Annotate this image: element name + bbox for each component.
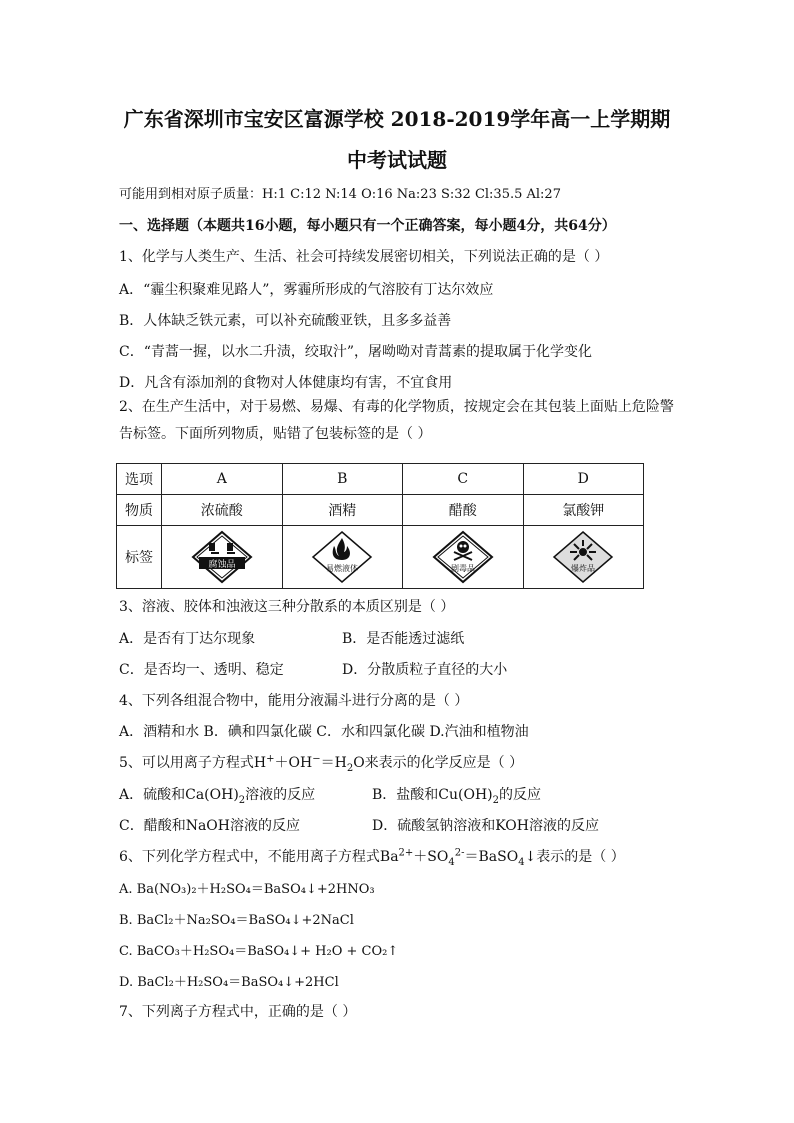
option-a: A [162, 464, 283, 495]
q1-option-d: D．凡含有添加剂的食物对人体健康均有害，不宜食用 [119, 375, 453, 391]
option-d: D [523, 464, 644, 495]
explosive-label-text: 爆炸品 [571, 564, 596, 573]
q5-a-pre: A．硫酸和Ca(OH) [119, 787, 239, 803]
q5-stem-post: O来表示的化学反应是（ ） [353, 755, 524, 771]
section1-heading: 一、选择题（本题共16小题，每小题只有一个正确答案，每小题4分，共64分） [119, 218, 616, 234]
atomic-masses: 可能用到相对原子质量：H:1 C:12 N:14 O:16 Na:23 S:32 Cl:35.5 Al:27 [119, 187, 561, 202]
q1-option-a: A．“霾尘积聚难见路人”，雾霾所形成的气溶胶有丁达尔效应 [119, 282, 494, 298]
q5-b-post: 的反应 [499, 787, 542, 803]
q1-option-c: C．“青蒿一握，以水二升渍，绞取汁”，屠呦呦对青蒿素的提取属于化学变化 [119, 344, 593, 360]
q3-option-d: D．分散质粒子直径的大小 [342, 662, 508, 678]
flammable-label-text: 易燃液体 [326, 564, 359, 573]
q6-stem-post: ＝BaSO [464, 849, 519, 865]
row-header-option: 选项 [117, 464, 162, 495]
q6-stem-end: ↓表示的是（ ） [524, 849, 625, 865]
q2-table [116, 463, 644, 589]
q7-stem: 7、下列离子方程式中，正确的是（ ） [119, 1004, 357, 1020]
q1-option-b: B．人体缺乏铁元素，可以补充硫酸亚铁，且多多益善 [119, 313, 452, 329]
q6-stem-mid: ＋SO [413, 849, 449, 865]
option-b: B [282, 464, 403, 495]
row-header-substance: 物质 [117, 495, 162, 526]
q3-option-b: B．是否能透过滤纸 [342, 631, 465, 647]
flammable-label-icon [311, 530, 373, 584]
q6-stem-pre: 6、下列化学方程式中，不能用离子方程式Ba [119, 849, 399, 865]
q1-stem: 1、化学与人类生产、生活、社会可持续发展密切相关，下列说法正确的是（ ） [119, 249, 609, 265]
q6-option-b: B. BaCl₂＋Na₂SO₄＝BaSO₄↓+2NaCl [119, 913, 354, 928]
substance-a: 浓硫酸 [162, 495, 283, 526]
substance-b: 酒精 [282, 495, 403, 526]
q6-option-c: C. BaCO₃＋H₂SO₄＝BaSO₄↓+ H₂O + CO₂↑ [119, 944, 399, 959]
q5-stem-mid: ＋OH [274, 755, 313, 771]
substance-c: 醋酸 [403, 495, 524, 526]
substance-d: 氯酸钾 [523, 495, 644, 526]
toxic-label-text: 剧毒品 [450, 564, 475, 573]
toxic-label-icon [432, 530, 494, 584]
q3-option-c: C．是否均一、透明、稳定 [119, 662, 284, 678]
corrosive-label-text: 腐蚀品 [208, 560, 236, 570]
q5-stem: 5、可以用离子方程式$H^++OH^-=H_2O$来表示的化学反应是（ ） [119, 753, 524, 774]
q5-option-a: A．硫酸和$Ca(OH)_2$溶液的反应 [119, 787, 316, 806]
page-subtitle: 中考试试题 [347, 148, 447, 172]
q6-stem: 6、下列化学方程式中，不能用离子方程式$Ba^{2+}+SO_4^{2-}=BaSO_4↓$表示的是（ ） [119, 847, 625, 868]
q5-stem-pre: 5、可以用离子方程式H [119, 755, 267, 771]
q4-options: A．酒精和水 B．碘和四氯化碳 C．水和四氯化碳 D.汽油和植物油 [119, 724, 529, 740]
q6-option-d: D. BaCl₂＋H₂SO₄＝BaSO₄↓+2HCl [119, 975, 339, 990]
page-title: 广东省深圳市宝安区富源学校 2018-2019学年高一上学期期 [123, 107, 671, 131]
q3-stem: 3、溶液、胶体和浊液这三种分散系的本质区别是（ ） [119, 599, 455, 615]
option-c: C [403, 464, 524, 495]
q3-option-a: A．是否有丁达尔现象 [119, 631, 256, 647]
q5-a-post: 溶液的反应 [245, 787, 316, 803]
q4-stem: 4、下列各组混合物中，能用分液漏斗进行分离的是（ ） [119, 693, 469, 709]
q5-option-d: D．硫酸氢钠溶液和KOH溶液的反应 [372, 818, 599, 834]
q2-stem-line1: 2、在生产生活中，对于易燃、易爆、有毒的化学物质，按规定会在其包装上面贴上危险警 [119, 399, 674, 415]
explosive-label-icon [552, 530, 614, 584]
q2-stem-line2: 告标签。下面所列物质，贴错了包装标签的是（ ） [119, 426, 432, 442]
q5-b-pre: B．盐酸和Cu(OH) [372, 787, 493, 803]
q5-stem-mid2: ＝H [320, 755, 347, 771]
q5-option-c: C．醋酸和NaOH溶液的反应 [119, 818, 300, 834]
q5-option-b: B．盐酸和$Cu(OH)_2$的反应 [372, 787, 542, 806]
corrosive-label-icon [191, 530, 253, 584]
row-header-label: 标签 [117, 526, 162, 589]
q6-option-a: A. Ba(NO₃)₂＋H₂SO₄＝BaSO₄↓+2HNO₃ [119, 882, 375, 897]
